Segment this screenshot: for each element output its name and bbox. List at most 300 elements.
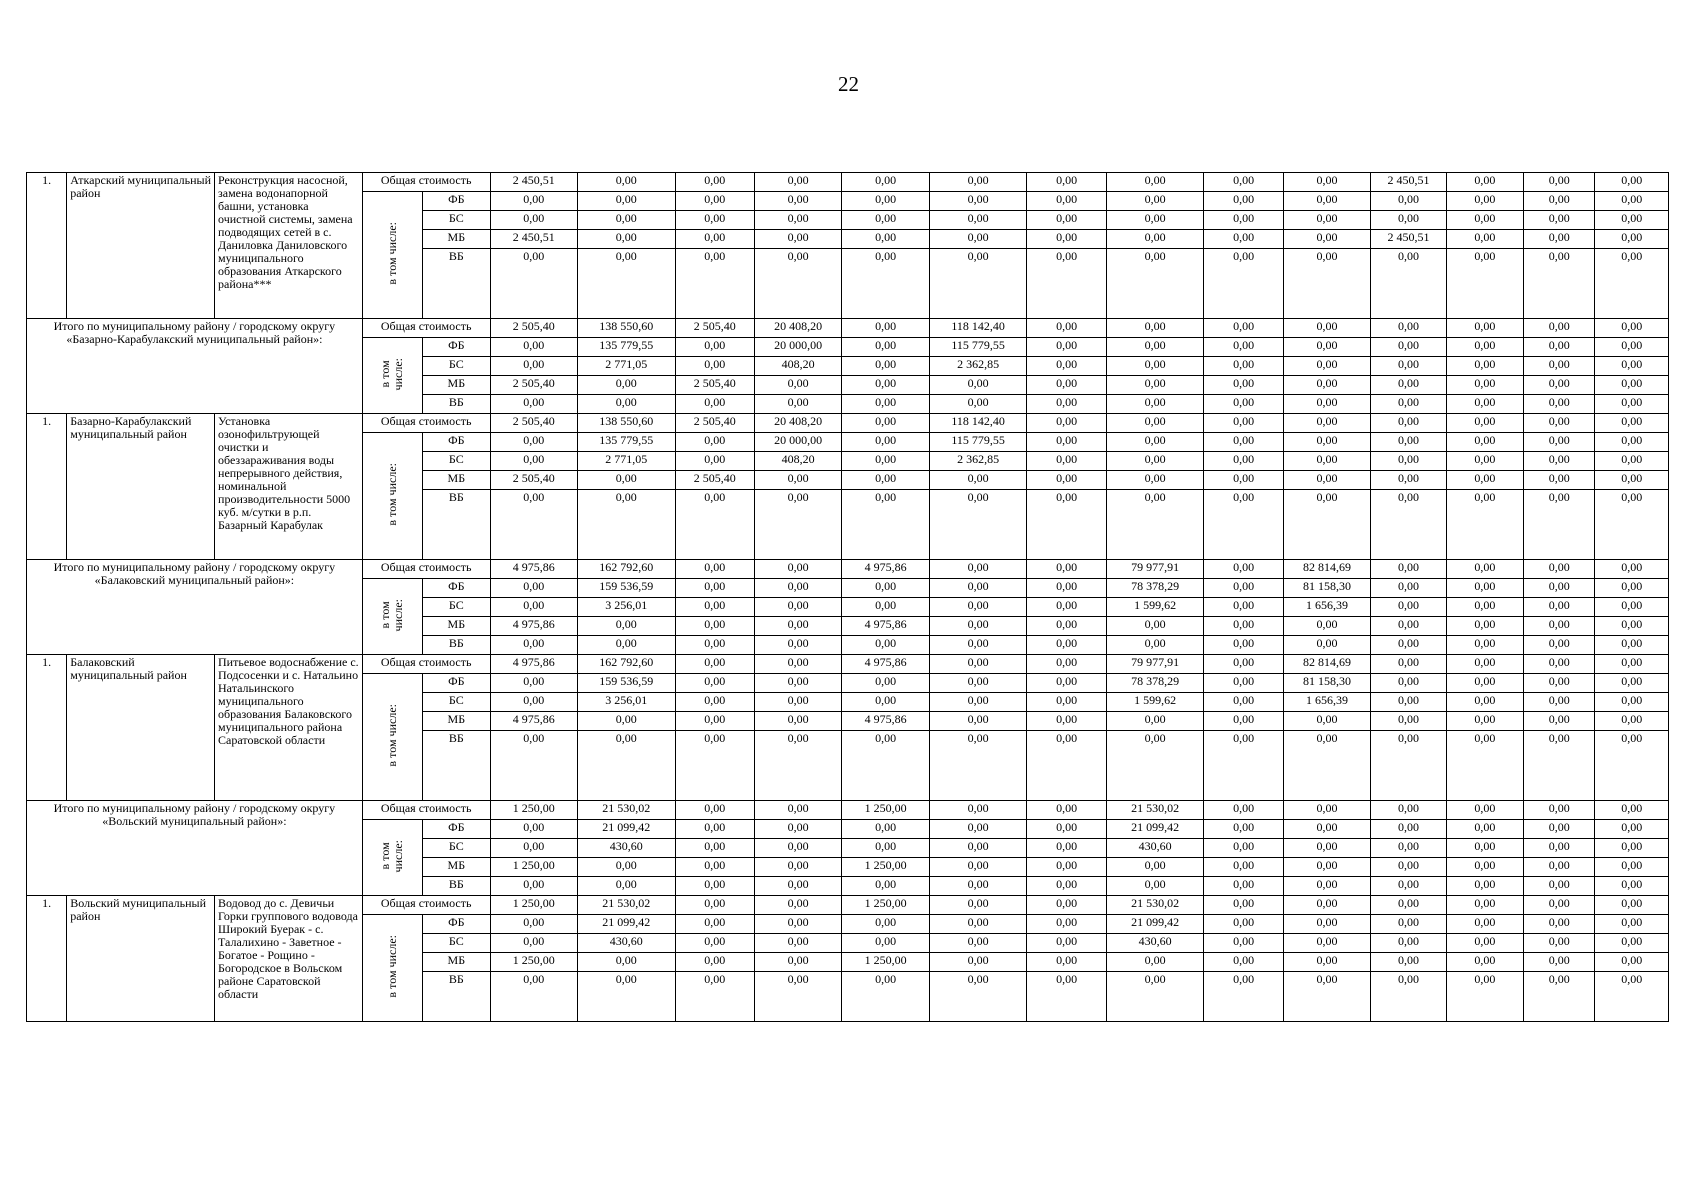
value-cell: 1 599,62: [1106, 598, 1204, 617]
value-cell: 0,00: [490, 357, 577, 376]
value-cell: 0,00: [1524, 953, 1595, 972]
value-cell: 0,00: [1204, 560, 1283, 579]
value-cell: 0,00: [675, 357, 754, 376]
value-cell: 0,00: [1027, 674, 1106, 693]
fund-code: БС: [423, 598, 490, 617]
including-text: в том числе:: [378, 598, 406, 632]
value-cell: 0,00: [1524, 249, 1595, 319]
value-cell: 0,00: [929, 211, 1027, 230]
project-description: Водовод до с. Девичьи Горки группового водовода Широкий Буерак - с. Талалихино - Заветное - Богатое - Рощино - Богородское в Вольском районе Саратовской области: [215, 896, 363, 1022]
value-cell: 0,00: [1371, 896, 1446, 915]
value-cell: 1 250,00: [842, 953, 929, 972]
value-cell: 1 599,62: [1106, 693, 1204, 712]
value-cell: 0,00: [1106, 173, 1204, 192]
value-cell: 0,00: [1446, 376, 1523, 395]
value-cell: 0,00: [1524, 598, 1595, 617]
value-cell: 0,00: [1027, 376, 1106, 395]
value-cell: 0,00: [1446, 877, 1523, 896]
value-cell: 0,00: [1524, 490, 1595, 560]
value-cell: 0,00: [1106, 230, 1204, 249]
value-cell: 0,00: [842, 674, 929, 693]
value-cell: 0,00: [1027, 452, 1106, 471]
value-cell: 0,00: [929, 801, 1027, 820]
value-cell: 21 530,02: [1106, 801, 1204, 820]
value-cell: 0,00: [490, 877, 577, 896]
value-cell: 0,00: [1106, 452, 1204, 471]
value-cell: 0,00: [1595, 953, 1669, 972]
fund-code: ВБ: [423, 636, 490, 655]
value-cell: 0,00: [1446, 674, 1523, 693]
value-cell: 21 099,42: [1106, 820, 1204, 839]
value-cell: 0,00: [1446, 211, 1523, 230]
value-cell: 0,00: [842, 693, 929, 712]
value-cell: 1 250,00: [490, 953, 577, 972]
value-cell: 0,00: [1524, 731, 1595, 801]
value-cell: 0,00: [675, 934, 754, 953]
value-cell: 0,00: [1371, 211, 1446, 230]
value-cell: 0,00: [490, 579, 577, 598]
value-cell: 0,00: [1446, 395, 1523, 414]
value-cell: 0,00: [1283, 731, 1370, 801]
value-cell: 21 530,02: [577, 801, 675, 820]
value-cell: 0,00: [754, 731, 841, 801]
value-cell: 0,00: [1595, 395, 1669, 414]
value-cell: 0,00: [754, 877, 841, 896]
value-cell: 0,00: [675, 655, 754, 674]
item-row: [27, 414, 1669, 433]
total-cost-label: Общая стоимость: [362, 173, 490, 192]
value-cell: 0,00: [929, 953, 1027, 972]
project-description: Установка озонофильтрующей очистки и обеззараживания воды непрерывного действия, номинальной производительности 5000 куб. м/сутки в р.п. Базарный Карабулак: [215, 414, 363, 560]
value-cell: 0,00: [1106, 395, 1204, 414]
value-cell: 138 550,60: [577, 414, 675, 433]
value-cell: 0,00: [754, 915, 841, 934]
value-cell: 0,00: [577, 211, 675, 230]
value-cell: 0,00: [842, 636, 929, 655]
value-cell: 0,00: [929, 731, 1027, 801]
value-cell: 0,00: [1595, 839, 1669, 858]
value-cell: 0,00: [1106, 972, 1204, 1022]
value-cell: 0,00: [929, 915, 1027, 934]
value-cell: 0,00: [1595, 915, 1669, 934]
fund-code: ВБ: [423, 877, 490, 896]
value-cell: 0,00: [1106, 858, 1204, 877]
value-cell: 0,00: [929, 598, 1027, 617]
value-cell: 162 792,60: [577, 655, 675, 674]
value-cell: 0,00: [929, 972, 1027, 1022]
value-cell: 0,00: [1027, 693, 1106, 712]
value-cell: 0,00: [675, 249, 754, 319]
value-cell: 0,00: [1595, 617, 1669, 636]
value-cell: 0,00: [1446, 433, 1523, 452]
value-cell: 0,00: [1027, 249, 1106, 319]
value-cell: 0,00: [1027, 173, 1106, 192]
value-cell: 0,00: [1027, 801, 1106, 820]
value-cell: 0,00: [1283, 801, 1370, 820]
value-cell: 0,00: [1595, 490, 1669, 560]
value-cell: 0,00: [929, 839, 1027, 858]
value-cell: 0,00: [1524, 617, 1595, 636]
fund-code: БС: [423, 839, 490, 858]
value-cell: 0,00: [490, 674, 577, 693]
value-cell: 4 975,86: [842, 712, 929, 731]
value-cell: 0,00: [1371, 972, 1446, 1022]
value-cell: 0,00: [1204, 376, 1283, 395]
value-cell: 0,00: [1283, 452, 1370, 471]
value-cell: 0,00: [1371, 839, 1446, 858]
value-cell: 0,00: [1027, 636, 1106, 655]
value-cell: 0,00: [1524, 192, 1595, 211]
including-text: в том числе:: [384, 222, 399, 285]
value-cell: 0,00: [1524, 433, 1595, 452]
value-cell: 0,00: [929, 579, 1027, 598]
value-cell: 0,00: [675, 896, 754, 915]
value-cell: 0,00: [1027, 490, 1106, 560]
value-cell: 0,00: [1595, 877, 1669, 896]
value-cell: 0,00: [577, 877, 675, 896]
subtotal-label: Итого по муниципальному району / городскому округу «Базарно-Карабулакский муниципальный район»:: [27, 319, 363, 414]
value-cell: 0,00: [1595, 896, 1669, 915]
value-cell: 0,00: [1283, 173, 1370, 192]
value-cell: 0,00: [929, 934, 1027, 953]
value-cell: 0,00: [1371, 560, 1446, 579]
value-cell: 0,00: [929, 560, 1027, 579]
including-label: [362, 674, 422, 801]
value-cell: 0,00: [754, 801, 841, 820]
value-cell: 78 378,29: [1106, 674, 1204, 693]
value-cell: 20 408,20: [754, 414, 841, 433]
value-cell: 0,00: [1371, 579, 1446, 598]
value-cell: 0,00: [1204, 192, 1283, 211]
value-cell: 0,00: [490, 915, 577, 934]
value-cell: 0,00: [1595, 338, 1669, 357]
value-cell: 20 000,00: [754, 338, 841, 357]
value-cell: 20 000,00: [754, 433, 841, 452]
value-cell: 0,00: [1371, 357, 1446, 376]
value-cell: 0,00: [1027, 579, 1106, 598]
value-cell: 0,00: [1595, 801, 1669, 820]
fund-code: ВБ: [423, 249, 490, 319]
value-cell: 0,00: [1371, 934, 1446, 953]
value-cell: 0,00: [929, 490, 1027, 560]
value-cell: 0,00: [1204, 395, 1283, 414]
item-number: 1.: [27, 414, 67, 560]
value-cell: 0,00: [675, 338, 754, 357]
value-cell: 0,00: [1371, 674, 1446, 693]
including-text: в том числе:: [384, 935, 399, 998]
value-cell: 0,00: [1595, 655, 1669, 674]
total-cost-label: Общая стоимость: [362, 896, 490, 915]
value-cell: 0,00: [1106, 192, 1204, 211]
value-cell: 0,00: [1204, 230, 1283, 249]
value-cell: 0,00: [1204, 452, 1283, 471]
fund-code: МБ: [423, 471, 490, 490]
item-row: [27, 173, 1669, 192]
fund-code: ФБ: [423, 192, 490, 211]
value-cell: 0,00: [754, 173, 841, 192]
total-cost-label: Общая стоимость: [362, 319, 490, 338]
value-cell: 0,00: [1027, 839, 1106, 858]
fund-code: МБ: [423, 617, 490, 636]
value-cell: 0,00: [754, 395, 841, 414]
value-cell: 0,00: [1283, 471, 1370, 490]
value-cell: 0,00: [754, 820, 841, 839]
value-cell: 0,00: [1524, 395, 1595, 414]
fund-code: ФБ: [423, 820, 490, 839]
value-cell: 115 779,55: [929, 433, 1027, 452]
fund-code: БС: [423, 211, 490, 230]
value-cell: 0,00: [675, 801, 754, 820]
value-cell: 0,00: [1524, 579, 1595, 598]
value-cell: 0,00: [1524, 452, 1595, 471]
value-cell: 4 975,86: [842, 560, 929, 579]
item-number: 1.: [27, 896, 67, 1022]
value-cell: 0,00: [1027, 712, 1106, 731]
project-description: Питьевое водоснабжение с. Подсосенки и с. Натальино Натальинского муниципального образования Балаковского муниципального района Саратовской области: [215, 655, 363, 801]
value-cell: 0,00: [1524, 820, 1595, 839]
subtotal-label: Итого по муниципальному району / городскому округу «Балаковский муниципальный район»:: [27, 560, 363, 655]
including-label: [362, 433, 422, 560]
value-cell: 0,00: [1106, 471, 1204, 490]
value-cell: 2 450,51: [490, 230, 577, 249]
value-cell: 0,00: [675, 877, 754, 896]
value-cell: 0,00: [1204, 674, 1283, 693]
value-cell: 0,00: [1204, 319, 1283, 338]
value-cell: 0,00: [754, 693, 841, 712]
value-cell: 0,00: [1106, 731, 1204, 801]
value-cell: 79 977,91: [1106, 655, 1204, 674]
value-cell: 135 779,55: [577, 338, 675, 357]
value-cell: 81 158,30: [1283, 579, 1370, 598]
value-cell: 0,00: [842, 249, 929, 319]
subtotal-row: [27, 560, 1669, 579]
value-cell: 0,00: [1595, 731, 1669, 801]
value-cell: 1 656,39: [1283, 598, 1370, 617]
value-cell: 0,00: [1106, 636, 1204, 655]
value-cell: 2 505,40: [675, 376, 754, 395]
value-cell: 0,00: [754, 376, 841, 395]
value-cell: 0,00: [1204, 211, 1283, 230]
value-cell: 0,00: [754, 579, 841, 598]
value-cell: 0,00: [1204, 693, 1283, 712]
value-cell: 0,00: [577, 471, 675, 490]
value-cell: 0,00: [842, 376, 929, 395]
value-cell: 0,00: [1371, 801, 1446, 820]
value-cell: 0,00: [1027, 211, 1106, 230]
value-cell: 0,00: [1595, 230, 1669, 249]
fund-code: ВБ: [423, 972, 490, 1022]
fund-code: ВБ: [423, 490, 490, 560]
value-cell: 0,00: [1204, 598, 1283, 617]
value-cell: 159 536,59: [577, 579, 675, 598]
value-cell: 0,00: [1027, 820, 1106, 839]
value-cell: 0,00: [842, 839, 929, 858]
fund-code: ФБ: [423, 338, 490, 357]
value-cell: 0,00: [1524, 915, 1595, 934]
value-cell: 0,00: [1204, 579, 1283, 598]
value-cell: 0,00: [577, 617, 675, 636]
value-cell: 0,00: [1371, 636, 1446, 655]
value-cell: 0,00: [754, 953, 841, 972]
value-cell: 0,00: [754, 636, 841, 655]
value-cell: 0,00: [929, 674, 1027, 693]
value-cell: 0,00: [929, 693, 1027, 712]
value-cell: 2 505,40: [490, 376, 577, 395]
value-cell: 0,00: [675, 693, 754, 712]
value-cell: 0,00: [1283, 319, 1370, 338]
value-cell: 0,00: [1371, 376, 1446, 395]
value-cell: 0,00: [1595, 598, 1669, 617]
value-cell: 0,00: [1106, 338, 1204, 357]
including-text: в том числе:: [384, 463, 399, 526]
value-cell: 0,00: [1595, 173, 1669, 192]
value-cell: 0,00: [1027, 319, 1106, 338]
value-cell: 0,00: [754, 560, 841, 579]
value-cell: 0,00: [1524, 319, 1595, 338]
value-cell: 0,00: [754, 598, 841, 617]
value-cell: 0,00: [842, 731, 929, 801]
value-cell: 138 550,60: [577, 319, 675, 338]
value-cell: 20 408,20: [754, 319, 841, 338]
value-cell: 0,00: [1371, 338, 1446, 357]
value-cell: 0,00: [490, 490, 577, 560]
value-cell: 2 362,85: [929, 357, 1027, 376]
value-cell: 0,00: [1446, 636, 1523, 655]
project-description: Реконструкция насосной, замена водонапорной башни, установка очистной системы, замена подводящих сетей в с. Даниловка Даниловского муниципального образования Аткарского района***: [215, 173, 363, 319]
value-cell: 0,00: [1446, 490, 1523, 560]
value-cell: 0,00: [842, 452, 929, 471]
value-cell: 0,00: [490, 433, 577, 452]
value-cell: 0,00: [1595, 192, 1669, 211]
value-cell: 0,00: [842, 915, 929, 934]
value-cell: 0,00: [1524, 693, 1595, 712]
value-cell: 3 256,01: [577, 693, 675, 712]
value-cell: 0,00: [1446, 801, 1523, 820]
value-cell: 0,00: [1595, 414, 1669, 433]
value-cell: 0,00: [842, 357, 929, 376]
municipality-name: Базарно-Карабулакский муниципальный район: [67, 414, 215, 560]
value-cell: 0,00: [675, 433, 754, 452]
municipality-name: Балаковский муниципальный район: [67, 655, 215, 801]
value-cell: 0,00: [1524, 211, 1595, 230]
value-cell: 0,00: [1027, 972, 1106, 1022]
value-cell: 0,00: [1371, 452, 1446, 471]
value-cell: 0,00: [1283, 877, 1370, 896]
total-cost-label: Общая стоимость: [362, 414, 490, 433]
value-cell: 430,60: [1106, 934, 1204, 953]
value-cell: 0,00: [1595, 934, 1669, 953]
value-cell: 1 250,00: [842, 896, 929, 915]
fund-code: МБ: [423, 858, 490, 877]
value-cell: 0,00: [675, 712, 754, 731]
value-cell: 0,00: [1204, 896, 1283, 915]
value-cell: 0,00: [577, 490, 675, 560]
value-cell: 0,00: [1283, 357, 1370, 376]
value-cell: 0,00: [1371, 877, 1446, 896]
including-label: [362, 579, 422, 655]
value-cell: 0,00: [1371, 712, 1446, 731]
value-cell: 0,00: [1595, 858, 1669, 877]
value-cell: 0,00: [1027, 877, 1106, 896]
value-cell: 0,00: [929, 655, 1027, 674]
value-cell: 0,00: [1446, 953, 1523, 972]
including-label: [362, 338, 422, 414]
value-cell: 21 099,42: [577, 915, 675, 934]
value-cell: 0,00: [490, 338, 577, 357]
fund-code: ВБ: [423, 731, 490, 801]
page-number: 22: [838, 72, 859, 96]
value-cell: 0,00: [1106, 249, 1204, 319]
value-cell: 2 450,51: [1371, 173, 1446, 192]
value-cell: 0,00: [1446, 598, 1523, 617]
value-cell: 0,00: [1595, 712, 1669, 731]
value-cell: 0,00: [675, 915, 754, 934]
value-cell: 0,00: [490, 693, 577, 712]
item-row: [27, 896, 1669, 915]
value-cell: 0,00: [1106, 953, 1204, 972]
value-cell: 0,00: [842, 395, 929, 414]
value-cell: 0,00: [1204, 249, 1283, 319]
value-cell: 0,00: [842, 433, 929, 452]
value-cell: 0,00: [929, 395, 1027, 414]
value-cell: 0,00: [1446, 839, 1523, 858]
value-cell: 0,00: [1524, 357, 1595, 376]
value-cell: 0,00: [842, 211, 929, 230]
budget-table: [26, 172, 1669, 1022]
value-cell: 1 250,00: [490, 801, 577, 820]
value-cell: 0,00: [675, 230, 754, 249]
value-cell: 0,00: [842, 490, 929, 560]
value-cell: 0,00: [1204, 357, 1283, 376]
value-cell: 2 771,05: [577, 452, 675, 471]
value-cell: 135 779,55: [577, 433, 675, 452]
fund-code: БС: [423, 452, 490, 471]
including-text: в том числе:: [384, 704, 399, 767]
value-cell: 0,00: [1204, 839, 1283, 858]
value-cell: 408,20: [754, 452, 841, 471]
value-cell: 0,00: [929, 617, 1027, 636]
value-cell: 0,00: [490, 395, 577, 414]
value-cell: 4 975,86: [842, 655, 929, 674]
value-cell: 0,00: [1204, 617, 1283, 636]
value-cell: 0,00: [1446, 319, 1523, 338]
value-cell: 0,00: [1204, 858, 1283, 877]
value-cell: 0,00: [929, 858, 1027, 877]
value-cell: 0,00: [1524, 934, 1595, 953]
value-cell: 0,00: [1446, 617, 1523, 636]
value-cell: 0,00: [490, 731, 577, 801]
fund-code: МБ: [423, 230, 490, 249]
value-cell: 2 505,40: [675, 414, 754, 433]
value-cell: 2 771,05: [577, 357, 675, 376]
value-cell: 0,00: [1204, 490, 1283, 560]
value-cell: 0,00: [675, 560, 754, 579]
value-cell: 78 378,29: [1106, 579, 1204, 598]
value-cell: 0,00: [1524, 877, 1595, 896]
value-cell: 0,00: [754, 839, 841, 858]
value-cell: 0,00: [754, 674, 841, 693]
value-cell: 0,00: [842, 579, 929, 598]
value-cell: 430,60: [577, 934, 675, 953]
value-cell: 0,00: [1106, 617, 1204, 636]
value-cell: 162 792,60: [577, 560, 675, 579]
value-cell: 0,00: [675, 452, 754, 471]
value-cell: 0,00: [1027, 896, 1106, 915]
value-cell: 0,00: [1106, 712, 1204, 731]
value-cell: 0,00: [1106, 414, 1204, 433]
including-label: [362, 820, 422, 896]
value-cell: 0,00: [1524, 972, 1595, 1022]
